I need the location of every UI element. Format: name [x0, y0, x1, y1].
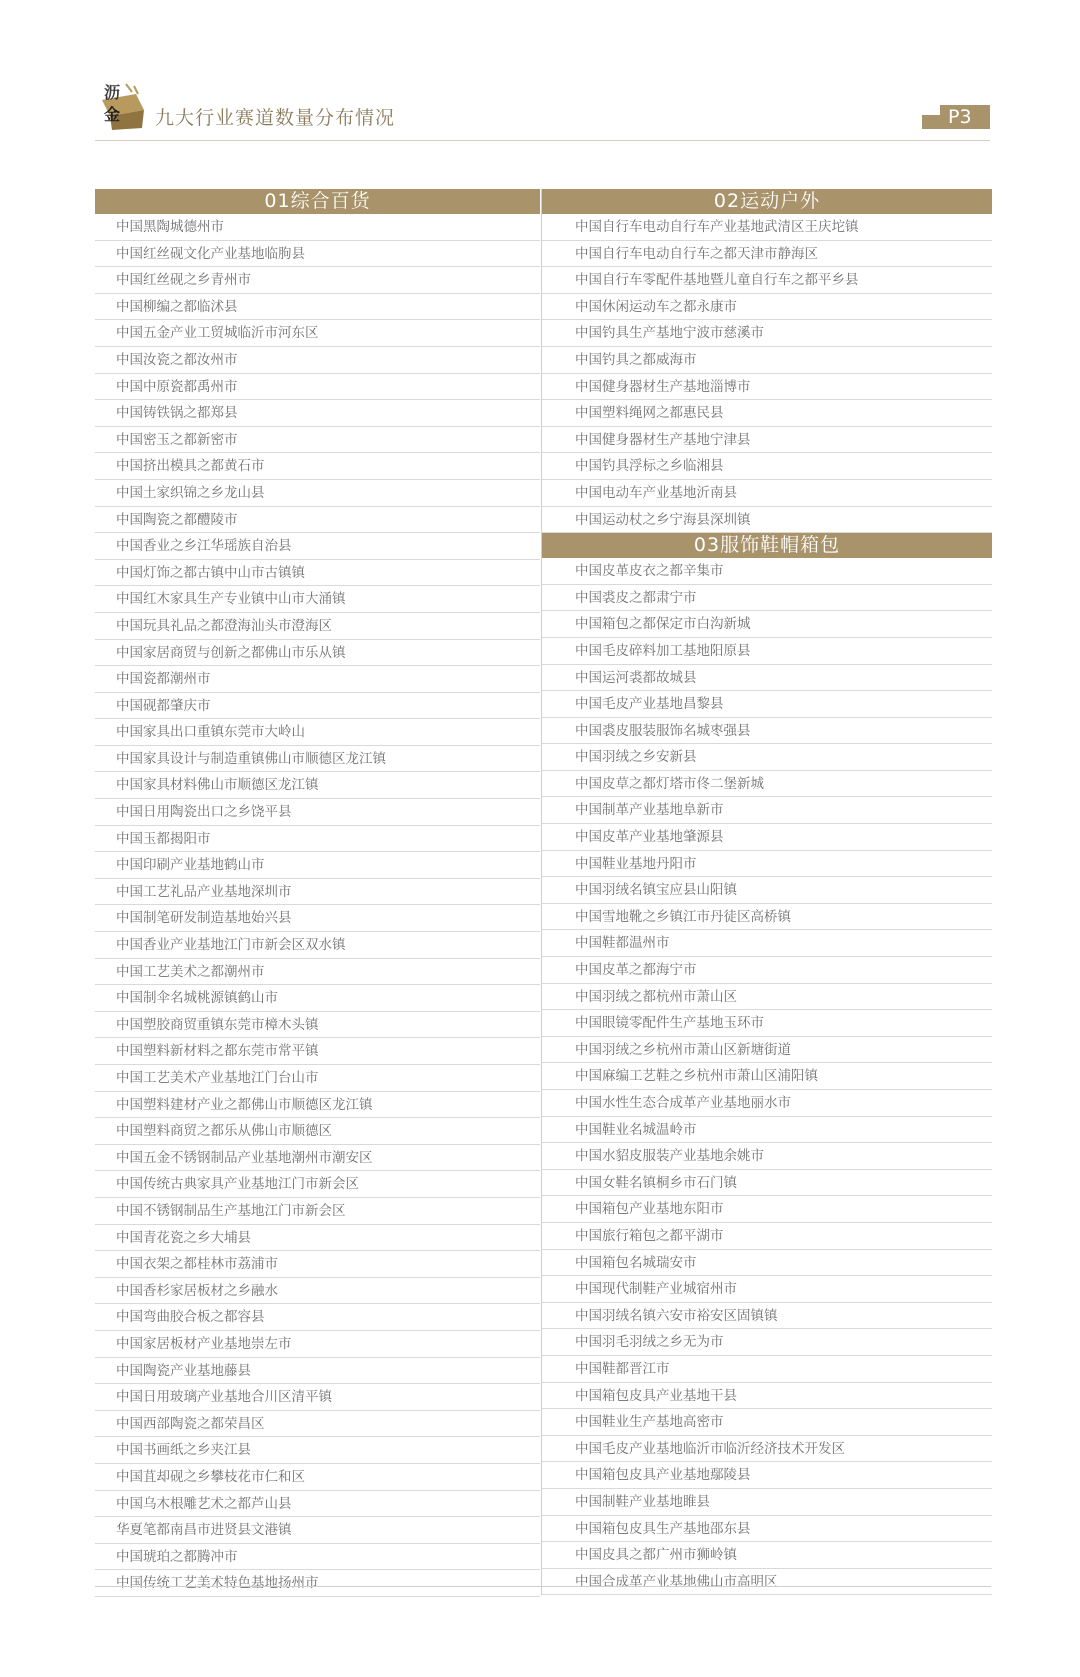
section-heading-apparel: 03服饰鞋帽箱包: [542, 533, 992, 558]
list-item: 中国书画纸之乡夹江县: [95, 1437, 540, 1464]
list-item: 中国羽绒之都杭州市萧山区: [542, 984, 992, 1011]
list-item: 中国鞋业生产基地高密市: [542, 1409, 992, 1436]
list-item: 中国苴却砚之乡攀枝花市仁和区: [95, 1464, 540, 1491]
list-item: 中国水貂皮服装产业基地余姚市: [542, 1143, 992, 1170]
list-item: 中国日用陶瓷出口之乡饶平县: [95, 799, 540, 826]
list-item: 中国黑陶城德州市: [95, 214, 540, 241]
list-item: 中国箱包皮具产业基地鄢陵县: [542, 1462, 992, 1489]
list-sports: [542, 214, 992, 533]
list-item: 中国羽绒名镇六安市裕安区固镇镇: [542, 1303, 992, 1330]
list-item: 中国羽绒之乡安新县: [542, 744, 992, 771]
list-item: 中国自行车电动自行车产业基地武清区王庆坨镇: [542, 214, 992, 241]
list-item: 中国汝瓷之都汝州市: [95, 347, 540, 374]
list-item: 中国羽绒之乡杭州市萧山区新塘街道: [542, 1037, 992, 1064]
list-item: 中国运动杖之乡宁海县深圳镇: [542, 507, 992, 534]
list-item: 中国西部陶瓷之都荣昌区: [95, 1411, 540, 1438]
section-heading-general: 01综合百货: [95, 189, 540, 214]
list-item: 中国家居商贸与创新之都佛山市乐从镇: [95, 640, 540, 667]
list-item: 中国红木家具生产专业镇中山市大涌镇: [95, 586, 540, 613]
list-item: 中国电动车产业基地沂南县: [542, 480, 992, 507]
list-item: 中国皮革皮衣之都辛集市: [542, 558, 992, 585]
list-item: 中国钓具之都威海市: [542, 347, 992, 374]
list-item: 中国箱包皮具产业基地干县: [542, 1383, 992, 1410]
list-item: 中国青花瓷之乡大埔县: [95, 1225, 540, 1252]
list-item: 中国铸铁锅之都郑县: [95, 400, 540, 427]
list-item: 中国家具材料佛山市顺德区龙江镇: [95, 772, 540, 799]
list-item: 中国五金不锈钢制品产业基地潮州市潮安区: [95, 1145, 540, 1172]
list-item: 中国印刷产业基地鹤山市: [95, 852, 540, 879]
list-item: 中国瓷都潮州市: [95, 666, 540, 693]
list-item: 中国裘皮之都肃宁市: [542, 585, 992, 612]
page-number: P3: [948, 106, 972, 128]
list-item: 中国制伞名城桃源镇鹤山市: [95, 985, 540, 1012]
list-item: 中国工艺礼品产业基地深圳市: [95, 879, 540, 906]
list-item: 中国鞋业基地丹阳市: [542, 851, 992, 878]
list-item: 中国工艺美术产业基地江门台山市: [95, 1065, 540, 1092]
list-item: 中国箱包名城瑞安市: [542, 1250, 992, 1277]
list-item: 中国挤出模具之都黄石市: [95, 453, 540, 480]
list-item: 中国中原瓷都禹州市: [95, 374, 540, 401]
list-item: 中国自行车零配件基地暨儿童自行车之都平乡县: [542, 267, 992, 294]
list-item: 中国箱包皮具生产基地邵东县: [542, 1516, 992, 1543]
list-item: 中国健身器材生产基地淄博市: [542, 374, 992, 401]
list-item: 中国鞋都晋江市: [542, 1356, 992, 1383]
list-item: 中国自行车电动自行车之都天津市静海区: [542, 241, 992, 268]
list-item: 中国柳编之都临沭县: [95, 294, 540, 321]
list-item: 中国土家织锦之乡龙山县: [95, 480, 540, 507]
list-item: 中国香业产业基地江门市新会区双水镇: [95, 932, 540, 959]
list-item: 中国合成革产业基地佛山市高明区: [542, 1569, 992, 1596]
list-item: 中国健身器材生产基地宁津县: [542, 427, 992, 454]
list-item: 中国塑料建材产业之都佛山市顺德区龙江镇: [95, 1092, 540, 1119]
brand-logo: [96, 80, 152, 132]
list-item: 中国毛皮产业基地昌黎县: [542, 691, 992, 718]
header-divider: [95, 140, 990, 141]
list-item: 中国制鞋产业基地睢县: [542, 1489, 992, 1516]
list-item: 中国家居板材产业基地崇左市: [95, 1331, 540, 1358]
list-item: 中国裘皮服装服饰名城枣强县: [542, 718, 992, 745]
list-item: 中国塑料新材料之都东莞市常平镇: [95, 1038, 540, 1065]
logo-text-top: 沥: [104, 83, 121, 102]
list-item: 中国麻编工艺鞋之乡杭州市萧山区浦阳镇: [542, 1063, 992, 1090]
list-item: 中国家具出口重镇东莞市大岭山: [95, 719, 540, 746]
list-item: 华夏笔都南昌市进贤县文港镇: [95, 1517, 540, 1544]
list-item: 中国弯曲胶合板之都容县: [95, 1304, 540, 1331]
page-number-badge: [922, 105, 990, 129]
list-item: 中国雪地靴之乡镇江市丹徒区高桥镇: [542, 904, 992, 931]
list-item: 中国密玉之都新密市: [95, 427, 540, 454]
logo-mark-icon: [96, 80, 152, 132]
list-item: 中国鞋都温州市: [542, 930, 992, 957]
list-general: [95, 214, 540, 1597]
list-item: 中国现代制鞋产业城宿州市: [542, 1276, 992, 1303]
list-item: 中国钓具生产基地宁波市慈溪市: [542, 320, 992, 347]
list-item: 中国塑料绳网之都惠民县: [542, 400, 992, 427]
section-heading-sports: 02运动户外: [542, 189, 992, 214]
list-item: 中国皮革之都海宁市: [542, 957, 992, 984]
column-general: [95, 189, 540, 1597]
list-item: 中国红丝砚之乡青州市: [95, 267, 540, 294]
list-item: 中国传统古典家具产业基地江门市新会区: [95, 1171, 540, 1198]
list-item: 中国塑胶商贸重镇东莞市樟木头镇: [95, 1012, 540, 1039]
list-item: 中国陶瓷产业基地藤县: [95, 1358, 540, 1385]
list-item: 中国箱包之都保定市白沟新城: [542, 611, 992, 638]
list-item: 中国羽毛羽绒之乡无为市: [542, 1329, 992, 1356]
list-item: 中国陶瓷之都醴陵市: [95, 507, 540, 534]
list-item: 中国琥珀之都腾冲市: [95, 1544, 540, 1571]
list-item: 中国衣架之都桂林市荔浦市: [95, 1251, 540, 1278]
list-item: 中国玉都揭阳市: [95, 826, 540, 853]
page-title: 九大行业赛道数量分布情况: [155, 107, 396, 129]
list-item: 中国玩具礼品之都澄海汕头市澄海区: [95, 613, 540, 640]
list-item: 中国眼镜零配件生产基地玉环市: [542, 1010, 992, 1037]
list-item: 中国羽绒名镇宝应县山阳镇: [542, 877, 992, 904]
list-item: 中国皮草之都灯塔市佟二堡新城: [542, 771, 992, 798]
list-item: 中国五金产业工贸城临沂市河东区: [95, 320, 540, 347]
list-item: 中国运河裘都故城县: [542, 665, 992, 692]
list-item: 中国毛皮产业基地临沂市临沂经济技术开发区: [542, 1436, 992, 1463]
list-item: 中国砚都肇庆市: [95, 693, 540, 720]
list-item: 中国工艺美术之都潮州市: [95, 959, 540, 986]
column-sports-apparel: [541, 189, 992, 1595]
list-item: 中国鞋业名城温岭市: [542, 1117, 992, 1144]
list-item: 中国女鞋名镇桐乡市石门镇: [542, 1170, 992, 1197]
list-item: 中国制笔研发制造基地始兴县: [95, 905, 540, 932]
list-item: 中国日用玻璃产业基地合川区清平镇: [95, 1384, 540, 1411]
list-item: 中国不锈钢制品生产基地江门市新会区: [95, 1198, 540, 1225]
list-item: 中国水性生态合成革产业基地丽水市: [542, 1090, 992, 1117]
list-item: 中国钓具浮标之乡临湘县: [542, 453, 992, 480]
list-item: 中国香业之乡江华瑶族自治县: [95, 533, 540, 560]
list-item: 中国旅行箱包之都平湖市: [542, 1223, 992, 1250]
list-item: 中国红丝砚文化产业基地临朐县: [95, 241, 540, 268]
list-apparel: [542, 558, 992, 1595]
list-item: 中国皮具之都广州市狮岭镇: [542, 1542, 992, 1569]
list-item: 中国乌木根雕艺术之都芦山县: [95, 1491, 540, 1518]
list-item: 中国休闲运动车之都永康市: [542, 294, 992, 321]
list-item: 中国皮革产业基地肇源县: [542, 824, 992, 851]
logo-text-bottom: 金: [104, 105, 121, 124]
list-item: 中国家具设计与制造重镇佛山市顺德区龙江镇: [95, 746, 540, 773]
list-item: 中国制革产业基地阜新市: [542, 797, 992, 824]
list-item: 中国箱包产业基地东阳市: [542, 1196, 992, 1223]
list-item: 中国毛皮碎料加工基地阳原县: [542, 638, 992, 665]
list-item: 中国塑料商贸之都乐从佛山市顺德区: [95, 1118, 540, 1145]
list-item: 中国灯饰之都古镇中山市古镇镇: [95, 560, 540, 587]
list-item: 中国香杉家居板材之乡融水: [95, 1278, 540, 1305]
list-item: 中国传统工艺美术特色基地扬州市: [95, 1570, 540, 1597]
